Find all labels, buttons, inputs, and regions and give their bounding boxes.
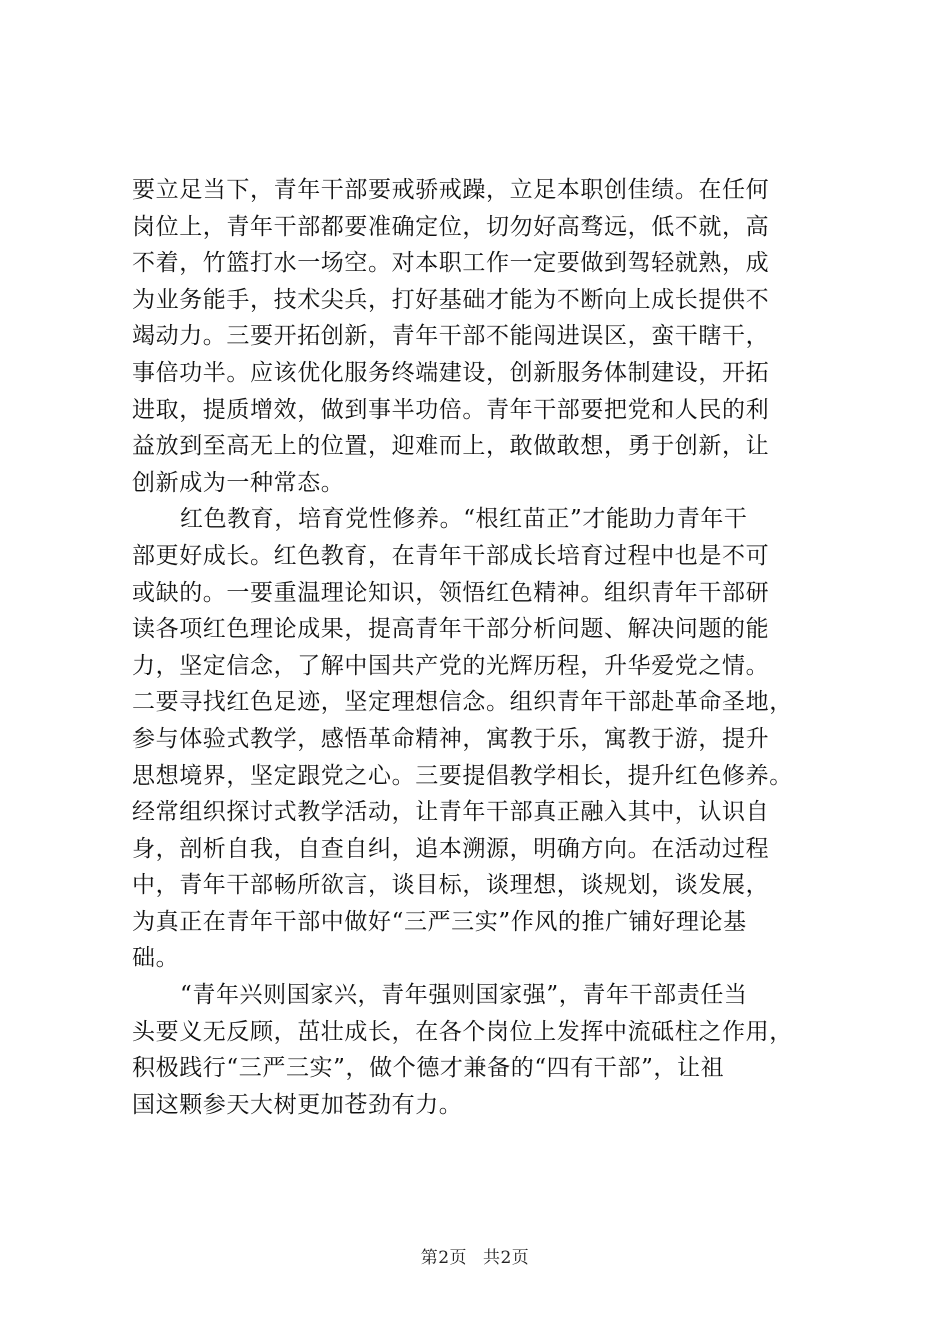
text-line: 为真正在青年干部中做好“三严三实”作风的推广铺好理论基: [132, 908, 747, 935]
paragraph-continuation: [132, 172, 832, 501]
text-line: 国这颗参天大树更加苍劲有力。: [132, 1091, 463, 1118]
text-line: 部更好成长。红色教育，在青年干部成长培育过程中也是不可: [132, 542, 770, 569]
text-line: 参与体验式教学，感悟革命精神，寓教于乐，寓教于游，提升: [132, 725, 770, 752]
text-line: 进取，提质增效，做到事半功倍。青年干部要把党和人民的利: [132, 396, 770, 423]
paragraph-conclusion: [132, 977, 832, 1123]
text-line: 思想境界，坚定跟党之心。三要提倡教学相长，提升红色修养。: [132, 762, 793, 789]
page-number-current: 第2页: [420, 1248, 468, 1268]
text-line: 为业务能手，技术尖兵，打好基础才能为不断向上成长提供不: [132, 286, 770, 313]
text-line: 竭动力。三要开拓创新，青年干部不能闯进误区，蛮干瞎干，: [132, 323, 770, 350]
page-number-total: 共2页: [482, 1248, 530, 1268]
text-line: 头要义无反顾，茁壮成长，在各个岗位上发挥中流砥柱之作用，: [132, 1018, 793, 1045]
text-line: 础。: [132, 945, 180, 972]
text-line: 岗位上，青年干部都要准确定位，切勿好高骛远，低不就，高: [132, 213, 770, 240]
text-line: 身，剖析自我，自查自纠，追本溯源，明确方向。在活动过程: [132, 835, 770, 862]
text-line: 中，青年干部畅所欲言，谈目标，谈理想，谈规划，谈发展，: [132, 872, 770, 899]
text-line: 二要寻找红色足迹，坚定理想信念。组织青年干部赴革命圣地，: [132, 689, 793, 716]
text-line: 益放到至高无上的位置，迎难而上，敢做敢想，勇于创新，让: [132, 433, 770, 460]
text-line: 或缺的。一要重温理论知识，领悟红色精神。组织青年干部研: [132, 579, 770, 606]
text-line: 经常组织探讨式教学活动，让青年干部真正融入其中，认识自: [132, 799, 770, 826]
text-line: 红色教育，培育党性修养。“根红苗正”才能助力青年干: [180, 506, 748, 533]
text-line: 读各项红色理论成果，提高青年干部分析问题、解决问题的能: [132, 616, 770, 643]
text-line: 不着，竹篮打水一场空。对本职工作一定要做到驾轻就熟，成: [132, 250, 770, 277]
document-body: [132, 172, 832, 1123]
text-line: “青年兴则国家兴，青年强则国家强”，青年干部责任当: [180, 982, 748, 1009]
text-line: 积极践行“三严三实”，做个德才兼备的“四有干部”，让祖: [132, 1055, 725, 1082]
paragraph-red-education: [132, 501, 832, 977]
text-line: 要立足当下，青年干部要戒骄戒躁，立足本职创佳绩。在任何: [132, 177, 770, 203]
page-footer: [0, 1243, 950, 1268]
text-line: 创新成为一种常态。: [132, 469, 345, 496]
text-line: 力，坚定信念，了解中国共产党的光辉历程，升华爱党之情。: [132, 652, 770, 679]
text-line: 事倍功半。应该优化服务终端建设，创新服务体制建设，开拓: [132, 359, 770, 386]
